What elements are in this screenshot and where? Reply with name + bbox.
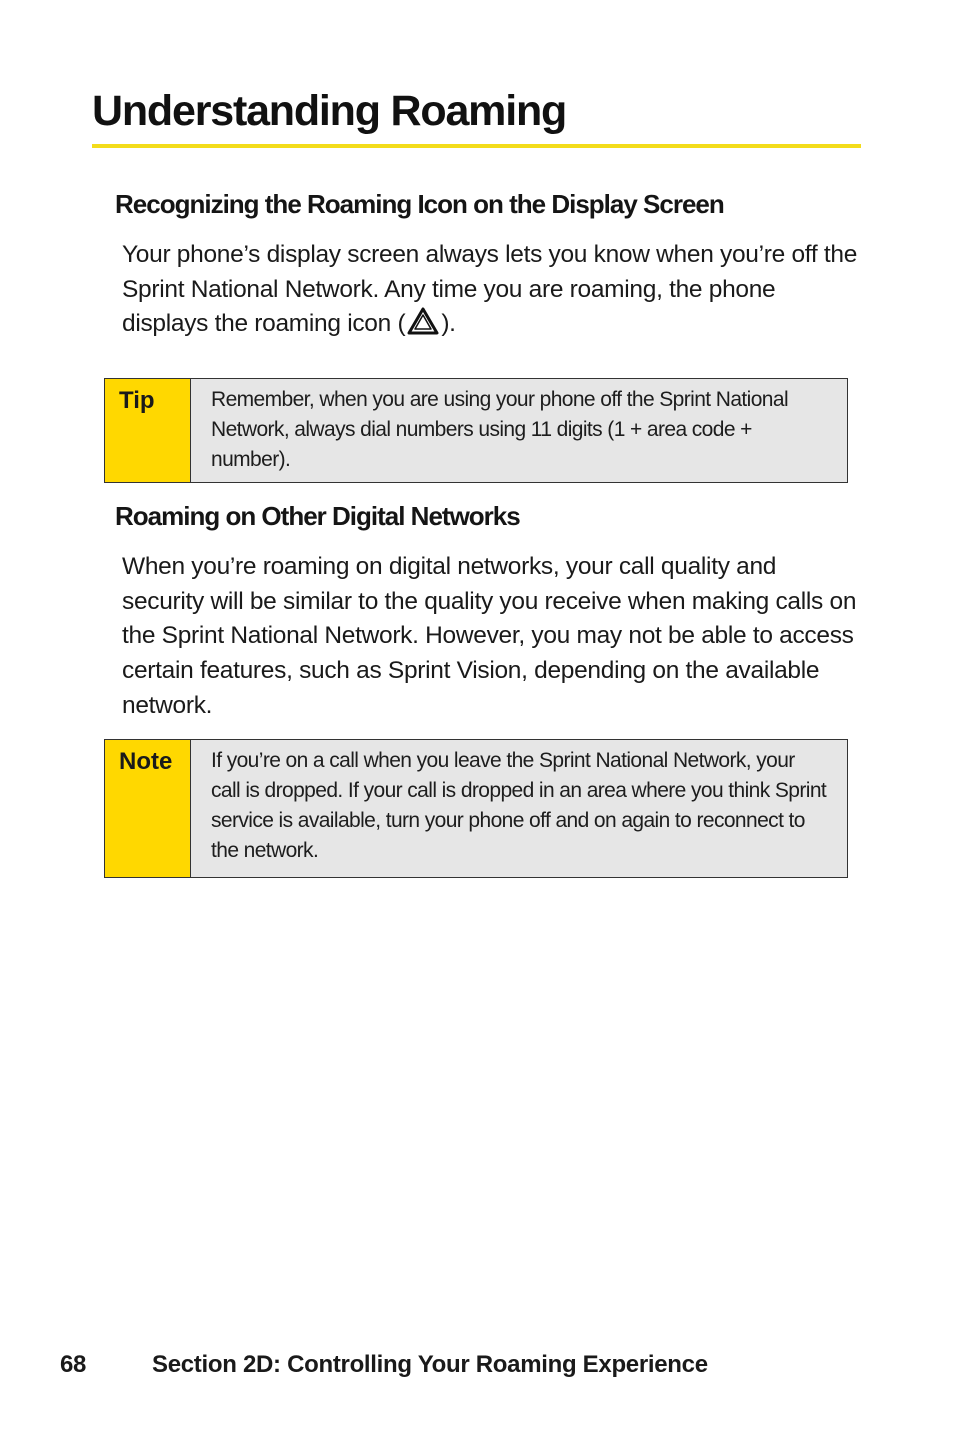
section-heading-digital-networks: Roaming on Other Digital Networks — [115, 501, 520, 531]
paragraph-roaming-icon — [122, 238, 862, 342]
footer-section-title: Section 2D: Controlling Your Roaming Experience — [152, 1351, 708, 1378]
tip-callout — [104, 378, 848, 483]
tip-label: Tip — [105, 379, 191, 482]
paragraph-text-before-icon: Your phone’s display screen always lets you know when you’re off the Sprint National Network. Any time you are roaming, the phone displays the roaming icon ( — [122, 241, 858, 338]
tip-text: Remember, when you are using your phone off the Sprint National Network, always dial numbers using 11 digits (1 + area code + number). — [211, 388, 789, 471]
title-rule — [92, 144, 861, 148]
note-label: Note — [105, 740, 191, 877]
note-callout — [104, 739, 848, 878]
page-title: Understanding Roaming — [92, 87, 567, 135]
page-number: 68 — [60, 1351, 87, 1378]
section-heading-roaming-icon: Recognizing the Roaming Icon on the Display Screen — [115, 189, 724, 219]
note-text: If you’re on a call when you leave the Sprint National Network, your call is dropped. If your call is dropped in an area where you think Sprint service is available, turn your phone off and on again to reconnect to the network. — [211, 749, 827, 862]
paragraph-text-after-icon: ). — [441, 310, 456, 338]
roaming-triangle-icon — [407, 307, 439, 335]
paragraph-digital-networks: When you’re roaming on digital networks, your call quality and security will be similar to the quality you receive when making calls on the Sprint National Network. However, you may not be able to access certain features, such as Sprint Vision, depending on the available network. — [122, 553, 857, 719]
